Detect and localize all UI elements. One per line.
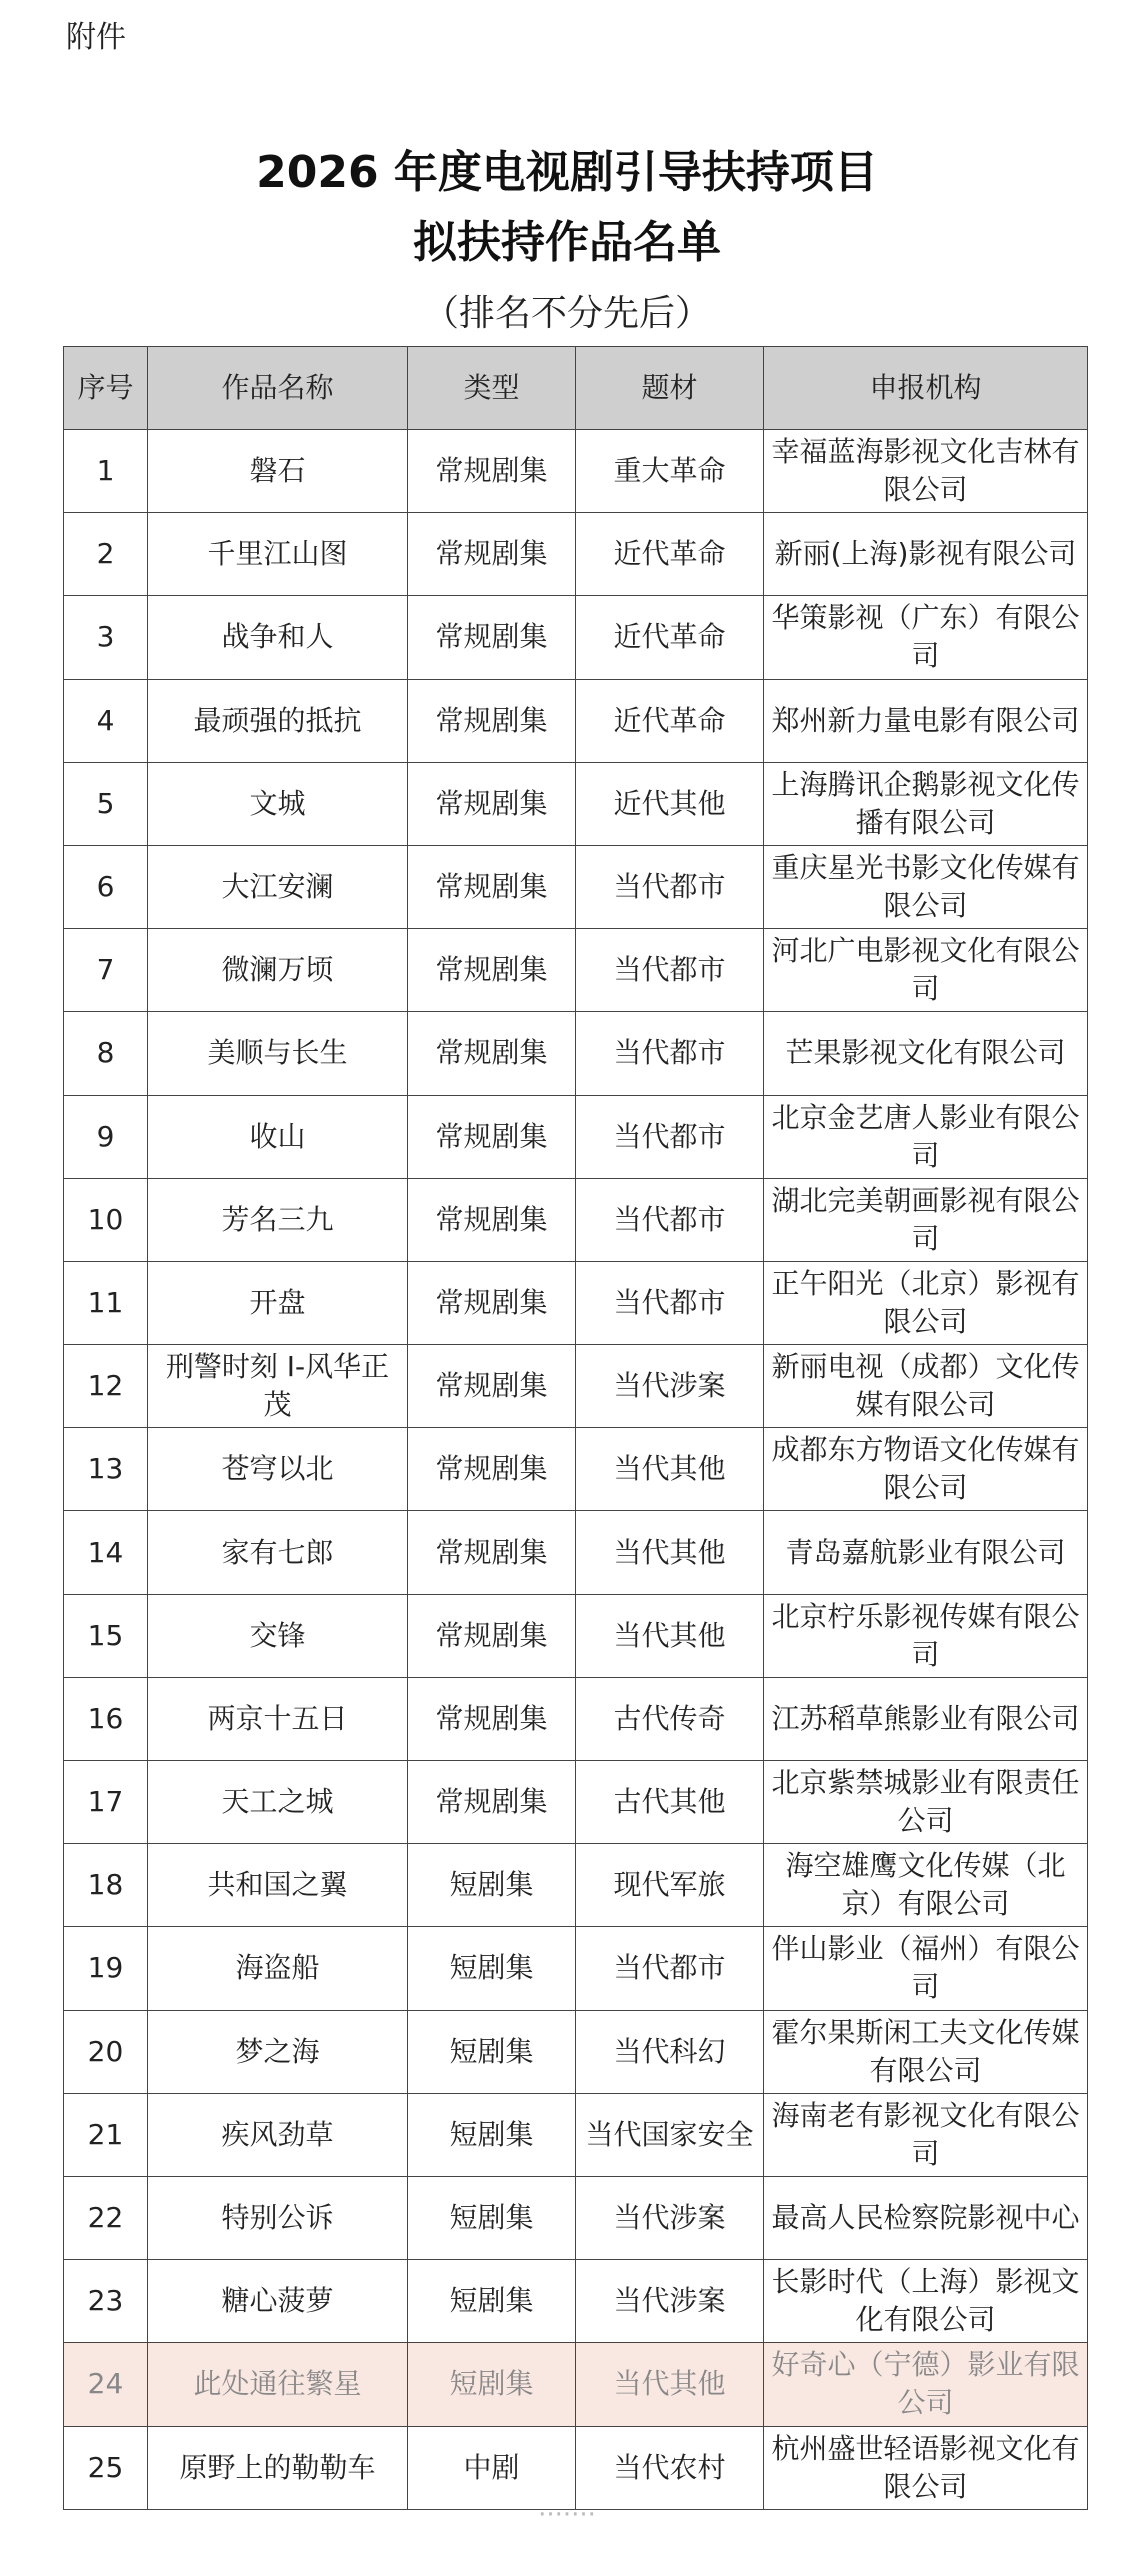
cell-index: 17 <box>64 1761 148 1844</box>
cell-genre: 当代其他 <box>576 1428 764 1511</box>
cell-title: 此处通往繁星 <box>148 2343 408 2426</box>
cell-title: 糖心菠萝 <box>148 2260 408 2343</box>
cell-genre: 当代其他 <box>576 1511 764 1594</box>
footer-caption: ······· <box>538 2500 596 2530</box>
table-body <box>64 430 1088 2510</box>
cell-applicant: 海南老有影视文化有限公司 <box>764 2093 1088 2176</box>
cell-type: 常规剧集 <box>408 1012 576 1095</box>
cell-applicant: 湖北完美朝画影视有限公司 <box>764 1178 1088 1261</box>
table-row <box>64 2010 1088 2093</box>
cell-index: 22 <box>64 2176 148 2259</box>
table-row <box>64 1594 1088 1677</box>
cell-applicant: 海空雄鹰文化传媒（北京）有限公司 <box>764 1844 1088 1927</box>
cell-applicant: 华策影视（广东）有限公司 <box>764 596 1088 679</box>
cell-genre: 当代科幻 <box>576 2010 764 2093</box>
cell-type: 常规剧集 <box>408 1511 576 1594</box>
cell-type: 常规剧集 <box>408 1677 576 1760</box>
cell-type: 常规剧集 <box>408 1345 576 1428</box>
cell-index: 5 <box>64 762 148 845</box>
cell-genre: 当代其他 <box>576 1594 764 1677</box>
table-row <box>64 1927 1088 2010</box>
table-header-row <box>64 347 1088 430</box>
cell-title: 芳名三九 <box>148 1178 408 1261</box>
cell-index: 4 <box>64 679 148 762</box>
cell-applicant: 新丽(上海)影视有限公司 <box>764 513 1088 596</box>
cell-index: 13 <box>64 1428 148 1511</box>
cell-genre: 当代国家安全 <box>576 2093 764 2176</box>
cell-title: 刑警时刻 I-风华正茂 <box>148 1345 408 1428</box>
cell-title: 家有七郎 <box>148 1511 408 1594</box>
cell-title: 战争和人 <box>148 596 408 679</box>
cell-genre: 当代都市 <box>576 929 764 1012</box>
cell-index: 15 <box>64 1594 148 1677</box>
cell-genre: 当代都市 <box>576 1095 764 1178</box>
cell-title: 收山 <box>148 1095 408 1178</box>
cell-type: 常规剧集 <box>408 513 576 596</box>
cell-index: 12 <box>64 1345 148 1428</box>
cell-title: 特别公诉 <box>148 2176 408 2259</box>
page-title-line2: 拟扶持作品名单 <box>413 217 721 268</box>
cell-index: 18 <box>64 1844 148 1927</box>
cell-index: 16 <box>64 1677 148 1760</box>
cell-title: 磐石 <box>148 430 408 513</box>
cell-applicant: 好奇心（宁德）影业有限公司 <box>764 2343 1088 2426</box>
cell-genre: 近代革命 <box>576 513 764 596</box>
cell-index: 7 <box>64 929 148 1012</box>
cell-index: 10 <box>64 1178 148 1261</box>
cell-applicant: 霍尔果斯闲工夫文化传媒有限公司 <box>764 2010 1088 2093</box>
cell-applicant: 杭州盛世轻语影视文化有限公司 <box>764 2426 1088 2509</box>
cell-genre: 当代其他 <box>576 2343 764 2426</box>
cell-index: 25 <box>64 2426 148 2509</box>
cell-type: 常规剧集 <box>408 596 576 679</box>
table-row <box>64 2260 1088 2343</box>
table-row <box>64 1511 1088 1594</box>
cell-genre: 近代革命 <box>576 596 764 679</box>
table-row <box>64 1261 1088 1344</box>
cell-applicant: 河北广电影视文化有限公司 <box>764 929 1088 1012</box>
cell-genre: 重大革命 <box>576 430 764 513</box>
cell-title: 苍穹以北 <box>148 1428 408 1511</box>
table-row <box>64 2176 1088 2259</box>
cell-title: 梦之海 <box>148 2010 408 2093</box>
cell-genre: 当代涉案 <box>576 1345 764 1428</box>
header-title: 作品名称 <box>148 347 408 430</box>
cell-applicant: 伴山影业（福州）有限公司 <box>764 1927 1088 2010</box>
cell-applicant: 最高人民检察院影视中心 <box>764 2176 1088 2259</box>
attachment-label: 附件 <box>66 20 126 55</box>
header-applicant: 申报机构 <box>764 347 1088 430</box>
cell-index: 14 <box>64 1511 148 1594</box>
cell-type: 常规剧集 <box>408 762 576 845</box>
cell-genre: 古代传奇 <box>576 1677 764 1760</box>
cell-genre: 当代都市 <box>576 845 764 928</box>
cell-type: 常规剧集 <box>408 1761 576 1844</box>
cell-type: 常规剧集 <box>408 1261 576 1344</box>
cell-index: 20 <box>64 2010 148 2093</box>
cell-title: 疾风劲草 <box>148 2093 408 2176</box>
cell-title: 海盗船 <box>148 1927 408 2010</box>
page-subtitle: （排名不分先后） <box>422 293 711 334</box>
cell-genre: 当代都市 <box>576 1261 764 1344</box>
table-row <box>64 2093 1088 2176</box>
cell-type: 短剧集 <box>408 2260 576 2343</box>
table-row <box>64 596 1088 679</box>
cell-title: 开盘 <box>148 1261 408 1344</box>
cell-title: 交锋 <box>148 1594 408 1677</box>
cell-index: 6 <box>64 845 148 928</box>
cell-type: 短剧集 <box>408 1927 576 2010</box>
cell-applicant: 北京柠乐影视传媒有限公司 <box>764 1594 1088 1677</box>
cell-applicant: 芒果影视文化有限公司 <box>764 1012 1088 1095</box>
cell-type: 短剧集 <box>408 2343 576 2426</box>
cell-type: 常规剧集 <box>408 679 576 762</box>
page-title-line1: 2026 年度电视剧引导扶持项目 <box>256 147 878 198</box>
table-row <box>64 1095 1088 1178</box>
table-row <box>64 430 1088 513</box>
cell-applicant: 上海腾讯企鹅影视文化传播有限公司 <box>764 762 1088 845</box>
cell-genre: 当代农村 <box>576 2426 764 2509</box>
table-row <box>64 1178 1088 1261</box>
table-row <box>64 929 1088 1012</box>
cell-type: 短剧集 <box>408 2010 576 2093</box>
cell-type: 常规剧集 <box>408 845 576 928</box>
table-row <box>64 762 1088 845</box>
cell-genre: 当代都市 <box>576 1927 764 2010</box>
cell-genre: 现代军旅 <box>576 1844 764 1927</box>
cell-genre: 近代革命 <box>576 679 764 762</box>
cell-applicant: 北京金艺唐人影业有限公司 <box>764 1095 1088 1178</box>
table-row <box>64 1428 1088 1511</box>
cell-applicant: 幸福蓝海影视文化吉林有限公司 <box>764 430 1088 513</box>
cell-index: 19 <box>64 1927 148 2010</box>
cell-title: 共和国之翼 <box>148 1844 408 1927</box>
cell-genre: 当代都市 <box>576 1012 764 1095</box>
table-row <box>64 845 1088 928</box>
cell-title: 两京十五日 <box>148 1677 408 1760</box>
header-genre: 题材 <box>576 347 764 430</box>
project-table <box>63 346 1088 2510</box>
cell-applicant: 正午阳光（北京）影视有限公司 <box>764 1261 1088 1344</box>
table-row <box>64 2426 1088 2509</box>
cell-index: 21 <box>64 2093 148 2176</box>
cell-type: 短剧集 <box>408 2176 576 2259</box>
table-row <box>64 679 1088 762</box>
cell-index: 23 <box>64 2260 148 2343</box>
cell-genre: 当代都市 <box>576 1178 764 1261</box>
cell-title: 大江安澜 <box>148 845 408 928</box>
cell-index: 8 <box>64 1012 148 1095</box>
cell-index: 9 <box>64 1095 148 1178</box>
table-row <box>64 1677 1088 1760</box>
cell-type: 常规剧集 <box>408 430 576 513</box>
table-row <box>64 2343 1088 2426</box>
cell-index: 11 <box>64 1261 148 1344</box>
cell-applicant: 长影时代（上海）影视文化有限公司 <box>764 2260 1088 2343</box>
cell-type: 常规剧集 <box>408 1095 576 1178</box>
cell-applicant: 新丽电视（成都）文化传媒有限公司 <box>764 1345 1088 1428</box>
cell-applicant: 成都东方物语文化传媒有限公司 <box>764 1428 1088 1511</box>
cell-title: 千里江山图 <box>148 513 408 596</box>
cell-title: 最顽强的抵抗 <box>148 679 408 762</box>
cell-index: 2 <box>64 513 148 596</box>
cell-type: 常规剧集 <box>408 1178 576 1261</box>
table-row <box>64 1761 1088 1844</box>
cell-title: 微澜万顷 <box>148 929 408 1012</box>
cell-applicant: 重庆星光书影文化传媒有限公司 <box>764 845 1088 928</box>
header-type: 类型 <box>408 347 576 430</box>
cell-type: 常规剧集 <box>408 1594 576 1677</box>
table-row <box>64 1012 1088 1095</box>
cell-type: 常规剧集 <box>408 1428 576 1511</box>
cell-index: 3 <box>64 596 148 679</box>
cell-index: 24 <box>64 2343 148 2426</box>
cell-type: 中剧 <box>408 2426 576 2509</box>
cell-genre: 当代涉案 <box>576 2176 764 2259</box>
cell-genre: 近代其他 <box>576 762 764 845</box>
cell-title: 天工之城 <box>148 1761 408 1844</box>
table-row <box>64 1345 1088 1428</box>
table-row <box>64 1844 1088 1927</box>
table-row <box>64 513 1088 596</box>
cell-applicant: 青岛嘉航影业有限公司 <box>764 1511 1088 1594</box>
cell-type: 常规剧集 <box>408 929 576 1012</box>
cell-title: 美顺与长生 <box>148 1012 408 1095</box>
cell-applicant: 江苏稻草熊影业有限公司 <box>764 1677 1088 1760</box>
cell-type: 短剧集 <box>408 2093 576 2176</box>
cell-applicant: 郑州新力量电影有限公司 <box>764 679 1088 762</box>
cell-genre: 当代涉案 <box>576 2260 764 2343</box>
cell-title: 文城 <box>148 762 408 845</box>
cell-genre: 古代其他 <box>576 1761 764 1844</box>
cell-type: 短剧集 <box>408 1844 576 1927</box>
header-index: 序号 <box>64 347 148 430</box>
cell-index: 1 <box>64 430 148 513</box>
cell-applicant: 北京紫禁城影业有限责任公司 <box>764 1761 1088 1844</box>
cell-title: 原野上的勒勒车 <box>148 2426 408 2509</box>
